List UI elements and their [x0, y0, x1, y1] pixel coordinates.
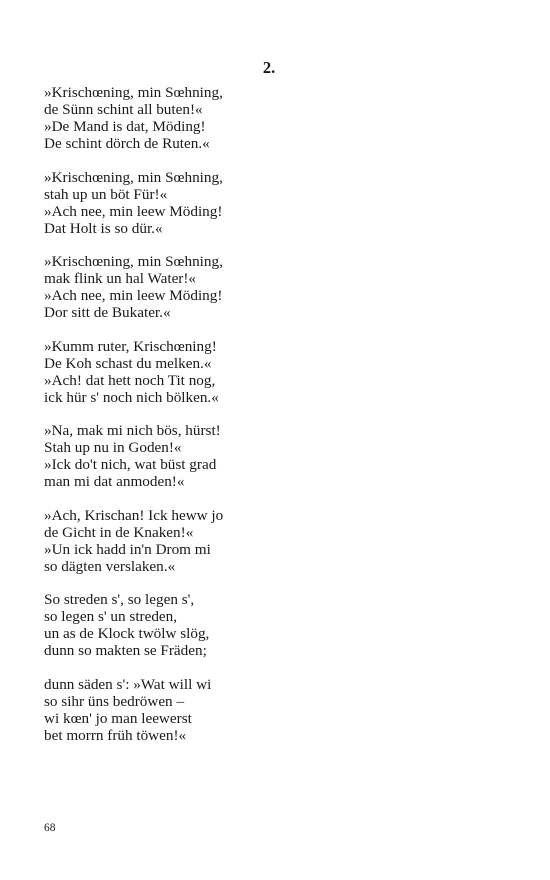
poem-line: »Un ick hadd in'n Drom mi: [44, 540, 211, 558]
stanza: [44, 591, 284, 659]
stanza: [44, 507, 284, 575]
poem-line: mak flink un hal Water!«: [44, 270, 197, 287]
poem-line: »Ick do't nich, wat büst grad: [44, 456, 217, 473]
poem-line: Dat Holt is so dür.«: [44, 219, 163, 237]
stanza: [44, 422, 284, 490]
poem-line: stah up un böt Für!«: [44, 185, 168, 203]
poem-line: dunn so makten se Fräden;: [44, 642, 207, 659]
poem-line: dunn säden s': »Wat will wi: [44, 675, 212, 693]
stanza: [44, 338, 284, 406]
poem-line: »Krischœning, min Sœhning,: [44, 84, 223, 101]
poem-line: wi kœn' jo man leewerst: [44, 709, 192, 727]
stanza: [44, 253, 284, 321]
poem-line: so sihr üns bedröwen –: [44, 692, 185, 710]
stanza: [44, 169, 284, 237]
poem-line: So streden s', so legen s',: [44, 591, 195, 608]
stanza: [44, 676, 284, 744]
poem-line: de Gicht in de Knaken!«: [44, 523, 194, 541]
poem-line: Dor sitt de Bukater.«: [44, 304, 171, 321]
poem-line: »Kumm ruter, Krischœning!: [44, 337, 217, 355]
poem-line: un as de Klock twölw slög,: [44, 625, 210, 642]
poem-line: man mi dat anmoden!«: [44, 473, 185, 490]
poem-line: »Krischœning, min Sœhning,: [44, 168, 223, 186]
poem-line: de Sünn schint all buten!«: [44, 101, 203, 118]
poem-line: »Ach, Krischan! Ick heww jo: [44, 506, 224, 524]
poem-line: »Krischœning, min Sœhning,: [44, 253, 223, 270]
poem-body: [44, 84, 284, 760]
poem-line: »Na, mak mi nich bös, hürst!: [44, 422, 221, 439]
poem-line: De schint dörch de Ruten.«: [44, 135, 210, 152]
poem-line: so dägten verslaken.«: [44, 557, 176, 575]
poem-line: »Ach! dat hett noch Tit nog,: [44, 371, 216, 389]
poem-heading: 2.: [262, 58, 276, 77]
poem-line: De Koh schast du melken.«: [44, 354, 212, 372]
stanza: [44, 84, 284, 152]
poem-line: ick hür s' noch nich bölken.«: [44, 388, 219, 406]
poem-line: Stah up nu in Goden!«: [44, 439, 182, 456]
poem-line: bet morrn früh töwen!«: [44, 726, 187, 744]
page-number: 68: [44, 822, 56, 834]
poem-line: »De Mand is dat, Möding!: [44, 118, 206, 135]
poem-line: »Ach nee, min leew Möding!: [44, 202, 223, 220]
poem-line: »Ach nee, min leew Möding!: [44, 287, 223, 304]
poem-line: so legen s' un streden,: [44, 608, 178, 625]
